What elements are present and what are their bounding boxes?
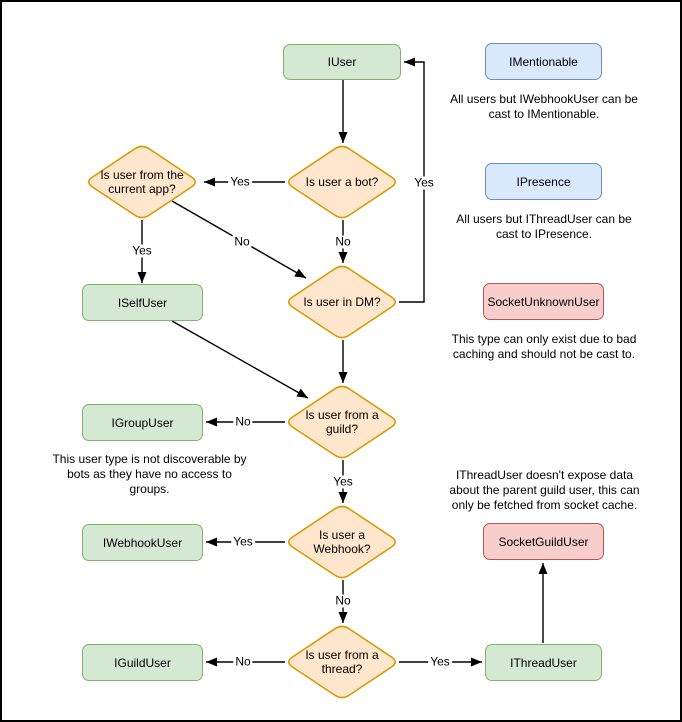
- node-iuser-label: IUser: [327, 55, 357, 69]
- edge-label-bot-to-app: Yes: [230, 174, 250, 189]
- node-socketunknownuser: [483, 283, 604, 320]
- decision-is-bot: [285, 144, 399, 220]
- note-line: This type can only exist due to bad: [451, 332, 637, 346]
- note-line: All users but IThreadUser can be: [456, 212, 632, 226]
- edge-label-webhook-to-webhookuser: Yes: [233, 534, 253, 549]
- node-iuser: [283, 44, 401, 80]
- node-igroupuser: [82, 404, 203, 441]
- edge-label-app-to-dm: No: [234, 234, 250, 249]
- node-igroupuser-label: IGroupUser: [111, 415, 174, 430]
- note-line: caching and should not be cast to.: [452, 347, 636, 361]
- note-socketunknownuser: [444, 332, 644, 362]
- edge-label-bot-to-dm: No: [335, 234, 351, 249]
- decision-in-dm-label: Is user in DM?: [303, 295, 381, 309]
- node-iguilduser-label: IGuildUser: [114, 655, 171, 670]
- note-ipresence: [444, 212, 644, 242]
- node-ipresence: [485, 163, 602, 200]
- note-line: about the parent guild user, this can: [449, 483, 640, 497]
- decision-from-thread-label: Is user from a thread?: [305, 648, 379, 676]
- decision-is-webhook: [285, 504, 399, 580]
- decision-from-thread: [285, 624, 399, 700]
- note-line: only be fetched from socket cache.: [451, 498, 638, 512]
- node-imentionable-label: IMentionable: [509, 54, 578, 69]
- edge-label-thread-to-threaduser: Yes: [430, 654, 450, 669]
- node-ithreaduser-label: IThreadUser: [510, 655, 577, 670]
- edge-label-guild-to-webhook: Yes: [333, 474, 353, 489]
- note-line: groups.: [129, 482, 170, 496]
- note-ithreaduser: [442, 468, 647, 513]
- decision-from-guild: [285, 384, 399, 460]
- node-ipresence-label: IPresence: [516, 174, 571, 189]
- note-line: cast to IMentionable.: [488, 107, 600, 121]
- node-ithreaduser: [485, 644, 602, 681]
- note-line: cast to IPresence.: [495, 227, 593, 241]
- node-iwebhookuser: [82, 524, 203, 561]
- decision-in-dm: [285, 264, 399, 340]
- edge-label-thread-to-guilduser: No: [235, 654, 251, 669]
- node-imentionable: [485, 43, 602, 80]
- decision-is-bot-label: Is user a bot?: [305, 175, 379, 189]
- node-socketunknownuser-label: SocketUnknownUser: [487, 294, 600, 309]
- edge-label-dm-to-iuser: Yes: [414, 175, 434, 190]
- node-iselfuser-label: ISelfUser: [117, 295, 168, 310]
- decision-is-webhook-label: Is user a Webhook?: [313, 528, 371, 556]
- decision-from-current-app: [85, 144, 199, 220]
- note-line: This user type is not discoverable by: [52, 452, 247, 466]
- note-imentionable: [444, 92, 644, 122]
- node-iselfuser: [82, 284, 203, 321]
- edge-label-guild-to-groupuser: No: [235, 414, 251, 429]
- node-iguilduser: [82, 644, 203, 681]
- decision-from-guild-label: Is user from a guild?: [305, 408, 379, 436]
- decision-from-current-app-label: Is user from the current app?: [100, 168, 184, 196]
- note-igroupuser: [42, 452, 257, 497]
- node-socketguilduser: [483, 523, 604, 560]
- note-line: bots as they have no access to: [67, 467, 232, 481]
- note-line: IThreadUser doesn't expose data: [455, 468, 634, 482]
- note-line: All users but IWebhookUser can be: [450, 92, 638, 106]
- node-socketguilduser-label: SocketGuildUser: [498, 534, 589, 549]
- edge-label-webhook-to-thread: No: [335, 593, 351, 608]
- edge-label-app-to-selfuser: Yes: [132, 243, 152, 258]
- node-iwebhookuser-label: IWebhookUser: [102, 535, 183, 550]
